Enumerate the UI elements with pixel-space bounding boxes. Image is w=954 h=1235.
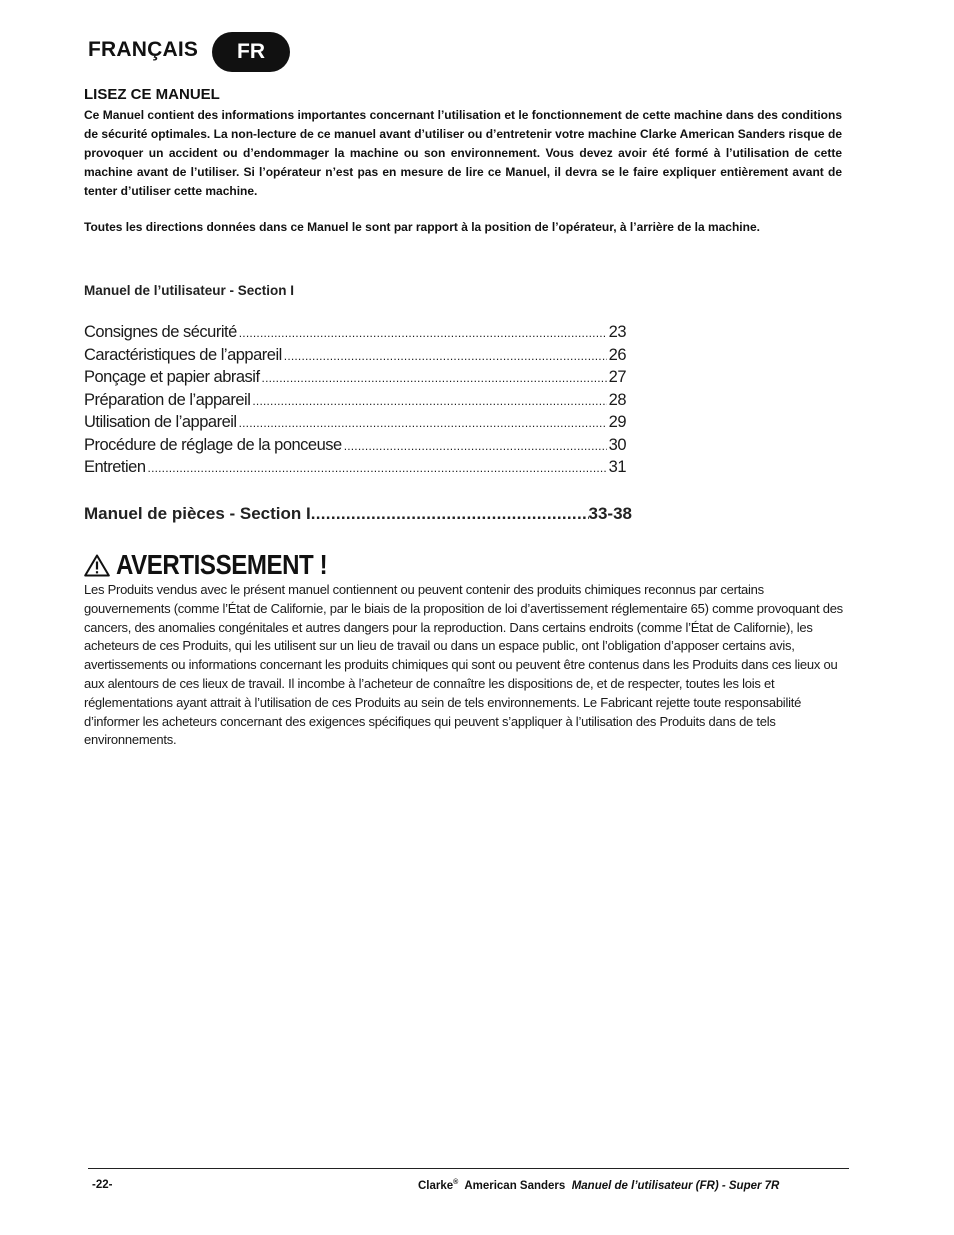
- toc-leader-dots: [148, 461, 607, 475]
- toc-entry: [84, 391, 626, 414]
- toc-leader-dots: [344, 439, 607, 453]
- warning-body: Les Produits vendus avec le présent manuel contiennent ou peuvent contenir des produits chimiques reconnus par certains gouvernements (comme l’État de Californie, par le biais de la proposition de loi d’avertissement réglementaire 65) comme provoquant des cancers, des anomalies congénitales et autres dangers pour la reproduction. Dans certains endroits (comme l’État de Californie), les acheteurs de ces Produits, qui les utilisent sur un lieu de travail ou dans un espace public, ont l’obligation d’apposer certains avis, avertissements ou informations concernant les produits chimiques qui sont ou peuvent être contenus dans les Produits dans ces lieux ou aux alentours de ces lieux de travail. Il incombe à l’acheteur de connaître les dispositions de, et de respecter, toutes les lois et réglementations ayant attrait à l’utilisation de ces Produits au sein de tels environnements. Le Fabricant rejette toute responsabilité d’informer les acheteurs concernant des exigences spécifiques qui peuvent s’appliquer à l’utilisation des Produits dans de tels environnements.: [84, 582, 843, 748]
- toc-entry-page: 31: [608, 458, 626, 476]
- parts-manual-pages: 33-38: [588, 504, 632, 523]
- read-manual-body: Ce Manuel contient des informations importantes concernant l’utilisation et le fonctionnement de cette machine dans des conditions de sécurité optimales. La non-lecture de ce manuel avant d’utiliser ou d’entretenir votre machine Clarke American Sanders risque de provoquer un accident ou d’endommager la machine ou son environnement. Vous devez avoir été formé à l’utilisation de cette machine avant de l’utiliser. Si l’opérateur n’est pas en mesure de lire ce Manuel, il devra se le faire expliquer entièrement avant de tenter d’utiliser cette machine.: [84, 108, 842, 198]
- footer-manual-title: [418, 1179, 779, 1192]
- warning-title: AVERTISSEMENT !: [116, 549, 328, 580]
- toc-heading: Manuel de l’utilisateur - Section I: [84, 283, 295, 298]
- warning-triangle-icon: [84, 554, 110, 577]
- read-manual-title: LISEZ CE MANUEL: [84, 86, 220, 103]
- toc-entry-label: Consignes de sécurité: [84, 323, 237, 341]
- toc-leader-dots: [311, 504, 589, 524]
- toc-entry-page: 30: [608, 435, 626, 454]
- toc-entry-label: Caractéristiques de l’appareil: [84, 345, 282, 364]
- footer-page-number: -22-: [92, 1179, 113, 1191]
- parts-manual-entry: [84, 504, 632, 524]
- directions-note: Toutes les directions données dans ce Manuel le sont par rapport à la position de l’opérateur, à l’arrière de la machine.: [84, 220, 760, 234]
- toc-entry-page: 26: [608, 345, 626, 364]
- toc-entry: [84, 458, 626, 481]
- toc-entry-label: Préparation de l’appareil: [84, 390, 251, 409]
- toc-entry-label: Utilisation de l’appareil: [84, 413, 237, 431]
- toc-entry-page: 29: [608, 413, 626, 431]
- toc-entry: [84, 413, 626, 436]
- parts-manual-label: Manuel de pièces - Section I: [84, 504, 311, 523]
- toc-leader-dots: [252, 394, 606, 408]
- toc-leader-dots: [239, 326, 607, 340]
- table-of-contents: [84, 323, 626, 481]
- toc-leader-dots: [239, 416, 607, 430]
- registered-mark: ®: [453, 1179, 459, 1186]
- toc-entry-label: Procédure de réglage de la ponceuse: [84, 435, 342, 454]
- toc-entry: [84, 368, 626, 391]
- footer-brand: Clarke: [418, 1179, 454, 1192]
- footer-document-title: Manuel de l’utilisateur (FR) - Super 7R: [571, 1179, 780, 1192]
- toc-leader-dots: [284, 349, 607, 363]
- footer-divider: [88, 1168, 849, 1169]
- language-label: FRANÇAIS: [88, 38, 199, 61]
- footer-company: American Sanders: [464, 1179, 566, 1192]
- toc-entry: [84, 436, 626, 459]
- toc-entry-page: 23: [608, 323, 626, 341]
- toc-leader-dots: [262, 371, 607, 385]
- toc-entry-label: Ponçage et papier abrasif: [84, 368, 260, 386]
- warning-heading: [84, 549, 362, 581]
- toc-entry: [84, 346, 626, 369]
- language-badge: FR: [212, 32, 290, 72]
- toc-entry: [84, 323, 626, 346]
- toc-entry-label: Entretien: [84, 458, 146, 476]
- toc-entry-page: 27: [608, 368, 626, 386]
- toc-entry-page: 28: [608, 390, 626, 409]
